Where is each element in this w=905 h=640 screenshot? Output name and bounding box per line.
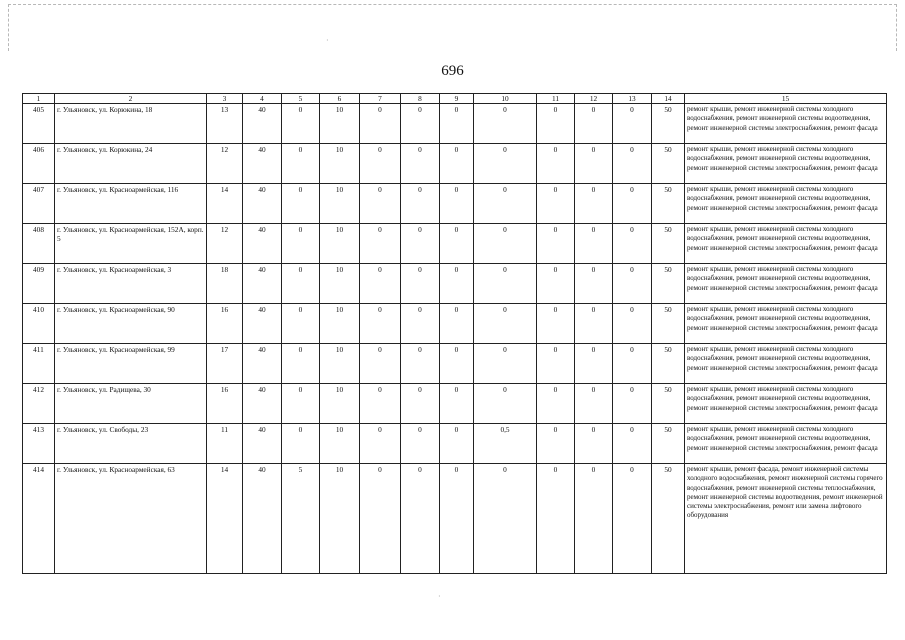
value-cell-col-5: 0 xyxy=(282,304,320,344)
value-cell-col-13: 0 xyxy=(613,304,652,344)
value-cell-col-4: 40 xyxy=(243,144,282,184)
value-cell-col-10: 0 xyxy=(474,104,537,144)
scan-edge-border xyxy=(8,4,897,51)
address-cell: г. Ульяновск, ул. Красноармейская, 116 xyxy=(55,184,207,224)
value-cell-col-14: 50 xyxy=(652,384,685,424)
value-cell-col-12: 0 xyxy=(575,144,613,184)
value-cell-col-7: 0 xyxy=(360,184,401,224)
address-cell: г. Ульяновск, ул. Красноармейская, 90 xyxy=(55,304,207,344)
column-header-12: 12 xyxy=(575,94,613,104)
row-number-cell: 410 xyxy=(23,304,55,344)
value-cell-col-7: 0 xyxy=(360,264,401,304)
value-cell-col-11: 0 xyxy=(537,224,575,264)
value-cell-col-6: 10 xyxy=(320,104,360,144)
value-cell-col-4: 40 xyxy=(243,384,282,424)
value-cell-col-10: 0 xyxy=(474,144,537,184)
column-header-11: 11 xyxy=(537,94,575,104)
scan-speck: · xyxy=(326,36,329,45)
value-cell-col-4: 40 xyxy=(243,224,282,264)
address-cell: г. Ульяновск, ул. Корюкина, 24 xyxy=(55,144,207,184)
value-cell-col-13: 0 xyxy=(613,344,652,384)
value-cell-col-13: 0 xyxy=(613,144,652,184)
row-number-cell: 409 xyxy=(23,264,55,304)
value-cell-col-3: 14 xyxy=(207,184,243,224)
works-list-cell: ремонт крыши, ремонт инженерной системы холодного водоснабжения, ремонт инженерной системы водоотведения, ремонт инженерной системы электроснабжения, ремонт фасада xyxy=(685,104,887,144)
value-cell-col-14: 50 xyxy=(652,464,685,574)
value-cell-col-6: 10 xyxy=(320,464,360,574)
repair-table xyxy=(22,93,887,574)
value-cell-col-12: 0 xyxy=(575,184,613,224)
value-cell-col-13: 0 xyxy=(613,184,652,224)
column-header-9: 9 xyxy=(440,94,474,104)
row-number-cell: 414 xyxy=(23,464,55,574)
value-cell-col-5: 0 xyxy=(282,344,320,384)
value-cell-col-3: 16 xyxy=(207,304,243,344)
header-row xyxy=(23,94,887,104)
address-cell: г. Ульяновск, ул. Свободы, 23 xyxy=(55,424,207,464)
row-number-cell: 407 xyxy=(23,184,55,224)
works-list-cell: ремонт крыши, ремонт инженерной системы холодного водоснабжения, ремонт инженерной системы водоотведения, ремонт инженерной системы электроснабжения, ремонт фасада xyxy=(685,304,887,344)
value-cell-col-11: 0 xyxy=(537,144,575,184)
value-cell-col-8: 0 xyxy=(401,144,440,184)
value-cell-col-5: 0 xyxy=(282,384,320,424)
value-cell-col-12: 0 xyxy=(575,224,613,264)
works-list-cell: ремонт крыши, ремонт инженерной системы холодного водоснабжения, ремонт инженерной системы водоотведения, ремонт инженерной системы электроснабжения, ремонт фасада xyxy=(685,224,887,264)
value-cell-col-8: 0 xyxy=(401,344,440,384)
value-cell-col-8: 0 xyxy=(401,184,440,224)
value-cell-col-11: 0 xyxy=(537,344,575,384)
value-cell-col-7: 0 xyxy=(360,144,401,184)
value-cell-col-10: 0 xyxy=(474,304,537,344)
value-cell-col-7: 0 xyxy=(360,464,401,574)
value-cell-col-3: 13 xyxy=(207,104,243,144)
table-row xyxy=(23,264,887,304)
value-cell-col-7: 0 xyxy=(360,344,401,384)
value-cell-col-12: 0 xyxy=(575,264,613,304)
works-list-cell: ремонт крыши, ремонт инженерной системы холодного водоснабжения, ремонт инженерной системы водоотведения, ремонт инженерной системы электроснабжения, ремонт фасада xyxy=(685,424,887,464)
works-list-cell: ремонт крыши, ремонт инженерной системы холодного водоснабжения, ремонт инженерной системы водоотведения, ремонт инженерной системы электроснабжения, ремонт фасада xyxy=(685,264,887,304)
works-list-cell: ремонт крыши, ремонт инженерной системы холодного водоснабжения, ремонт инженерной системы водоотведения, ремонт инженерной системы электроснабжения, ремонт фасада xyxy=(685,384,887,424)
value-cell-col-10: 0 xyxy=(474,464,537,574)
value-cell-col-5: 0 xyxy=(282,184,320,224)
value-cell-col-8: 0 xyxy=(401,384,440,424)
value-cell-col-11: 0 xyxy=(537,424,575,464)
value-cell-col-9: 0 xyxy=(440,344,474,384)
value-cell-col-9: 0 xyxy=(440,304,474,344)
value-cell-col-14: 50 xyxy=(652,104,685,144)
row-number-cell: 408 xyxy=(23,224,55,264)
value-cell-col-14: 50 xyxy=(652,264,685,304)
column-header-3: 3 xyxy=(207,94,243,104)
value-cell-col-14: 50 xyxy=(652,224,685,264)
value-cell-col-4: 40 xyxy=(243,104,282,144)
value-cell-col-3: 14 xyxy=(207,464,243,574)
value-cell-col-10: 0 xyxy=(474,184,537,224)
value-cell-col-7: 0 xyxy=(360,224,401,264)
value-cell-col-4: 40 xyxy=(243,304,282,344)
value-cell-col-8: 0 xyxy=(401,424,440,464)
value-cell-col-14: 50 xyxy=(652,424,685,464)
value-cell-col-12: 0 xyxy=(575,104,613,144)
table-row xyxy=(23,344,887,384)
value-cell-col-13: 0 xyxy=(613,104,652,144)
value-cell-col-3: 12 xyxy=(207,224,243,264)
value-cell-col-11: 0 xyxy=(537,104,575,144)
value-cell-col-13: 0 xyxy=(613,424,652,464)
table-row xyxy=(23,384,887,424)
row-number-cell: 412 xyxy=(23,384,55,424)
value-cell-col-4: 40 xyxy=(243,344,282,384)
value-cell-col-4: 40 xyxy=(243,424,282,464)
value-cell-col-7: 0 xyxy=(360,104,401,144)
column-header-10: 10 xyxy=(474,94,537,104)
column-header-2: 2 xyxy=(55,94,207,104)
works-list-cell: ремонт крыши, ремонт инженерной системы холодного водоснабжения, ремонт инженерной системы водоотведения, ремонт инженерной системы электроснабжения, ремонт фасада xyxy=(685,344,887,384)
table-row xyxy=(23,184,887,224)
column-header-13: 13 xyxy=(613,94,652,104)
value-cell-col-9: 0 xyxy=(440,104,474,144)
table-body xyxy=(23,104,887,574)
value-cell-col-12: 0 xyxy=(575,344,613,384)
column-header-8: 8 xyxy=(401,94,440,104)
value-cell-col-5: 0 xyxy=(282,424,320,464)
value-cell-col-6: 10 xyxy=(320,384,360,424)
value-cell-col-6: 10 xyxy=(320,344,360,384)
value-cell-col-6: 10 xyxy=(320,424,360,464)
column-header-14: 14 xyxy=(652,94,685,104)
value-cell-col-3: 17 xyxy=(207,344,243,384)
value-cell-col-10: 0 xyxy=(474,264,537,304)
value-cell-col-11: 0 xyxy=(537,464,575,574)
works-list-cell: ремонт крыши, ремонт инженерной системы холодного водоснабжения, ремонт инженерной системы водоотведения, ремонт инженерной системы электроснабжения, ремонт фасада xyxy=(685,184,887,224)
value-cell-col-6: 10 xyxy=(320,144,360,184)
row-number-cell: 411 xyxy=(23,344,55,384)
value-cell-col-7: 0 xyxy=(360,424,401,464)
value-cell-col-8: 0 xyxy=(401,464,440,574)
works-list-cell: ремонт крыши, ремонт инженерной системы холодного водоснабжения, ремонт инженерной системы водоотведения, ремонт инженерной системы электроснабжения, ремонт фасада xyxy=(685,144,887,184)
value-cell-col-9: 0 xyxy=(440,144,474,184)
value-cell-col-13: 0 xyxy=(613,464,652,574)
value-cell-col-5: 5 xyxy=(282,464,320,574)
value-cell-col-5: 0 xyxy=(282,224,320,264)
value-cell-col-6: 10 xyxy=(320,304,360,344)
value-cell-col-10: 0 xyxy=(474,384,537,424)
value-cell-col-12: 0 xyxy=(575,384,613,424)
value-cell-col-13: 0 xyxy=(613,264,652,304)
page-number: 696 xyxy=(441,63,464,79)
table-row xyxy=(23,144,887,184)
value-cell-col-3: 12 xyxy=(207,144,243,184)
address-cell: г. Ульяновск, ул. Красноармейская, 99 xyxy=(55,344,207,384)
value-cell-col-5: 0 xyxy=(282,144,320,184)
table-row xyxy=(23,424,887,464)
scan-speck: · xyxy=(438,592,441,601)
value-cell-col-8: 0 xyxy=(401,264,440,304)
address-cell: г. Ульяновск, ул. Радищева, 30 xyxy=(55,384,207,424)
value-cell-col-11: 0 xyxy=(537,384,575,424)
column-header-1: 1 xyxy=(23,94,55,104)
value-cell-col-3: 11 xyxy=(207,424,243,464)
column-header-15: 15 xyxy=(685,94,887,104)
value-cell-col-13: 0 xyxy=(613,224,652,264)
table-row xyxy=(23,304,887,344)
value-cell-col-4: 40 xyxy=(243,184,282,224)
value-cell-col-11: 0 xyxy=(537,184,575,224)
value-cell-col-8: 0 xyxy=(401,224,440,264)
address-cell: г. Ульяновск, ул. Красноармейская, 63 xyxy=(55,464,207,574)
value-cell-col-9: 0 xyxy=(440,224,474,264)
value-cell-col-13: 0 xyxy=(613,384,652,424)
value-cell-col-5: 0 xyxy=(282,104,320,144)
value-cell-col-3: 18 xyxy=(207,264,243,304)
column-header-4: 4 xyxy=(243,94,282,104)
value-cell-col-7: 0 xyxy=(360,384,401,424)
value-cell-col-10: 0,5 xyxy=(474,424,537,464)
value-cell-col-9: 0 xyxy=(440,184,474,224)
value-cell-col-6: 10 xyxy=(320,264,360,304)
value-cell-col-11: 0 xyxy=(537,264,575,304)
column-header-7: 7 xyxy=(360,94,401,104)
value-cell-col-4: 40 xyxy=(243,464,282,574)
value-cell-col-9: 0 xyxy=(440,264,474,304)
value-cell-col-3: 16 xyxy=(207,384,243,424)
column-header-6: 6 xyxy=(320,94,360,104)
value-cell-col-9: 0 xyxy=(440,384,474,424)
address-cell: г. Ульяновск, ул. Красноармейская, 152А, корп. 5 xyxy=(55,224,207,264)
address-cell: г. Ульяновск, ул. Красноармейская, 3 xyxy=(55,264,207,304)
row-number-cell: 413 xyxy=(23,424,55,464)
value-cell-col-12: 0 xyxy=(575,424,613,464)
value-cell-col-4: 40 xyxy=(243,264,282,304)
table-row xyxy=(23,464,887,574)
table-row xyxy=(23,224,887,264)
value-cell-col-14: 50 xyxy=(652,144,685,184)
value-cell-col-6: 10 xyxy=(320,224,360,264)
value-cell-col-14: 50 xyxy=(652,304,685,344)
value-cell-col-11: 0 xyxy=(537,304,575,344)
works-list-cell: ремонт крыши, ремонт фасада, ремонт инженерной системы холодного водоснабжения, ремонт инженерной системы горячего водоснабжения, ремонт инженерной системы теплоснабжения, ремонт инженерной системы водоотведения, ремонт инженерной системы электроснабжения, ремонт или замена лифтового оборудования xyxy=(685,464,887,574)
value-cell-col-10: 0 xyxy=(474,344,537,384)
value-cell-col-6: 10 xyxy=(320,184,360,224)
row-number-cell: 406 xyxy=(23,144,55,184)
value-cell-col-14: 50 xyxy=(652,344,685,384)
value-cell-col-7: 0 xyxy=(360,304,401,344)
address-cell: г. Ульяновск, ул. Корюкина, 18 xyxy=(55,104,207,144)
value-cell-col-9: 0 xyxy=(440,464,474,574)
table-row xyxy=(23,104,887,144)
value-cell-col-5: 0 xyxy=(282,264,320,304)
value-cell-col-8: 0 xyxy=(401,304,440,344)
column-header-5: 5 xyxy=(282,94,320,104)
value-cell-col-14: 50 xyxy=(652,184,685,224)
row-number-cell: 405 xyxy=(23,104,55,144)
value-cell-col-12: 0 xyxy=(575,304,613,344)
value-cell-col-10: 0 xyxy=(474,224,537,264)
value-cell-col-12: 0 xyxy=(575,464,613,574)
value-cell-col-9: 0 xyxy=(440,424,474,464)
value-cell-col-8: 0 xyxy=(401,104,440,144)
